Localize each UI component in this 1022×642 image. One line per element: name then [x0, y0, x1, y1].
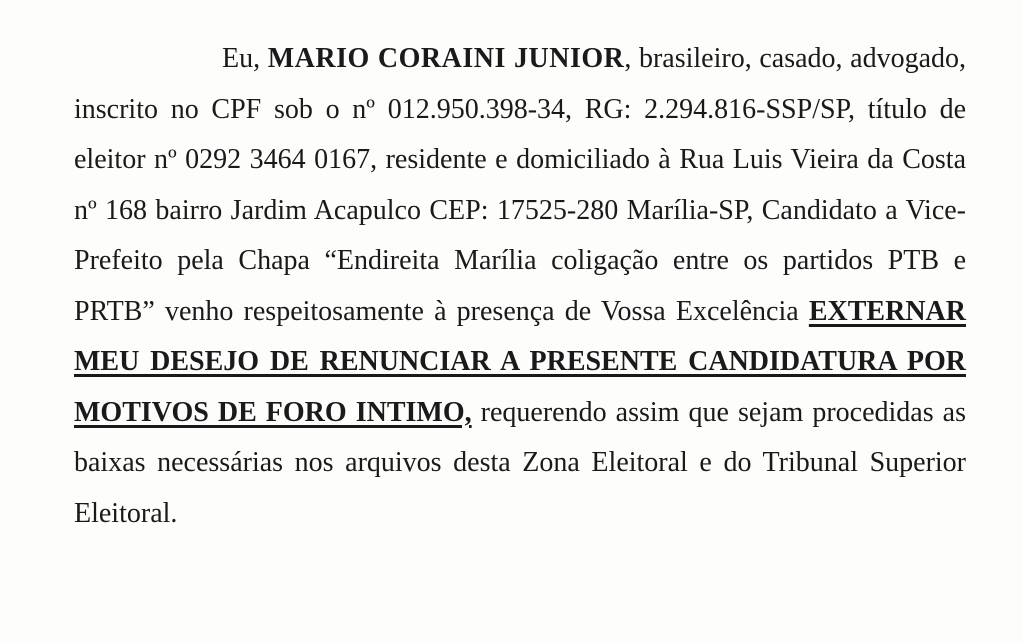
declarant-name: MARIO CORAINI JUNIOR [267, 43, 625, 74]
opening-word: Eu, [222, 43, 261, 74]
renunciation-paragraph [74, 34, 966, 539]
body-text-first: , brasileiro, casado, advogado, inscrito no CPF sob o nº 012.950.398-34, RG: 2.294.816-SSP/SP, título de eleitor nº 0292 3464 0167, residente e domiciliado à Rua Luis Vieira da Costa nº 168 bairro Jardim Acapulco CEP: 17525-280 Marília-SP, Candidato a Vice-Prefeito pela Chapa “Endireita Marília coligação entre os partidos PTB e PRTB” venho respeitosamente à presença de Vossa Excelência [74, 43, 967, 327]
renunciation-statement: EXTERNAR MEU DESEJO DE RENUNCIAR A PRESENTE CANDIDATURA POR MOTIVOS DE FORO INTIMO, [74, 295, 966, 428]
body-text-second: requerendo assim que sejam procedidas as baixas necessárias nos arquivos desta Zona Eleitoral e do Tribunal Superior Eleitoral. [74, 396, 966, 529]
